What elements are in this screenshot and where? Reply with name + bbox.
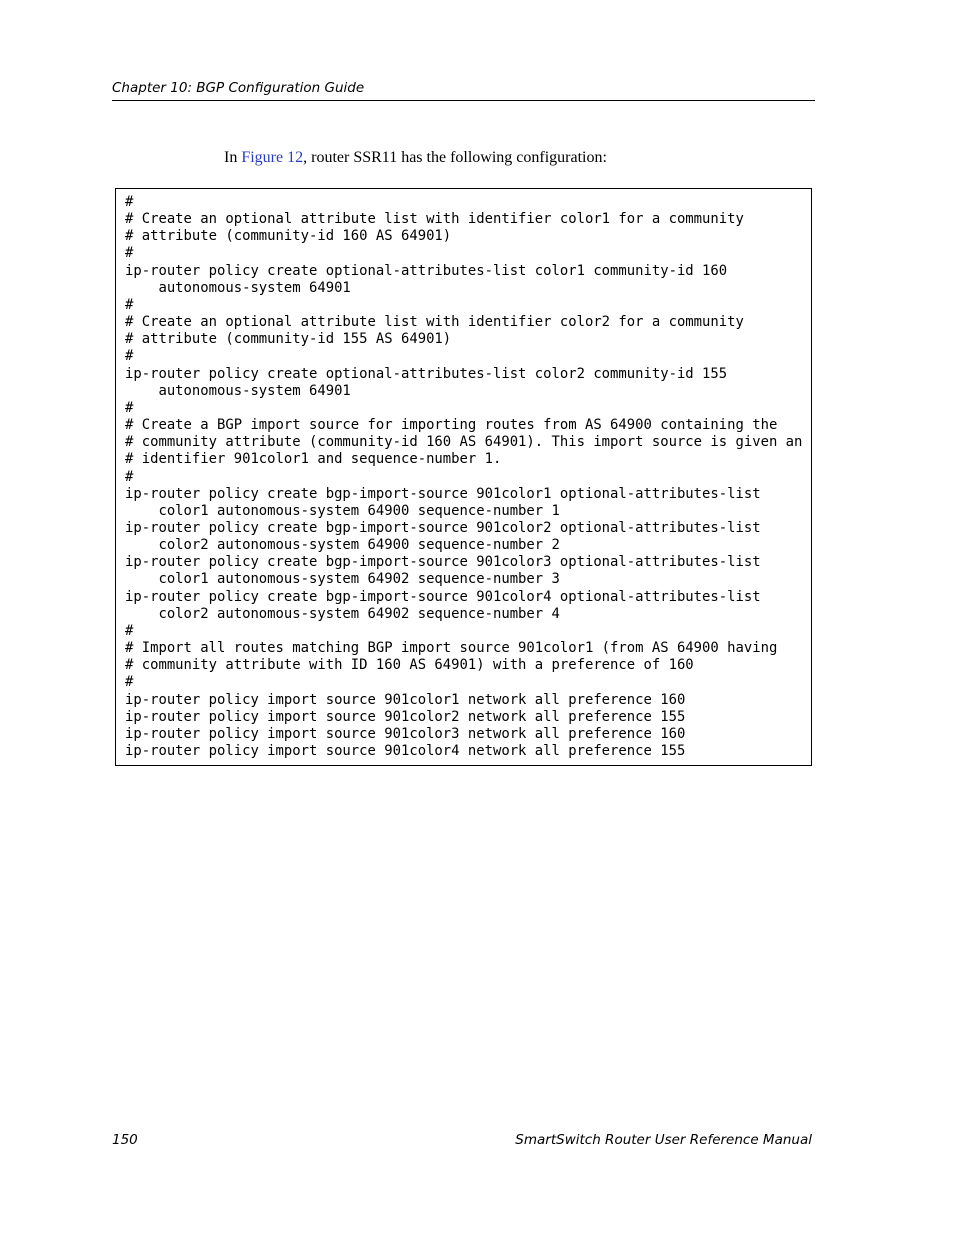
code-line: color1 autonomous-system 64900 sequence-number 1 — [125, 502, 560, 519]
code-line: # — [125, 348, 134, 365]
code-line: ip-router policy create bgp-import-source 901color3 optional-attributes-list — [125, 554, 761, 571]
code-line: ip-router policy create optional-attributes-list color1 community-id 160 — [125, 262, 728, 279]
code-line: ip-router policy import source 901color4 network all preference 155 — [125, 743, 686, 759]
code-line: autonomous-system 64901 — [125, 279, 351, 296]
code-line: # community attribute with ID 160 AS 64901) with a preference of 160 — [125, 657, 694, 674]
code-line: ip-router policy create optional-attributes-list color2 community-id 155 — [125, 365, 728, 382]
code-line: # — [125, 674, 134, 691]
code-line: # — [125, 622, 134, 639]
code-line: ip-router policy create bgp-import-source 901color2 optional-attributes-list — [125, 519, 761, 536]
code-line: # — [125, 399, 134, 416]
intro-suffix: , router SSR11 has the following configuration: — [303, 149, 607, 166]
code-line: color1 autonomous-system 64902 sequence-number 3 — [125, 571, 560, 588]
code-line: ip-router policy import source 901color3 network all preference 160 — [125, 725, 686, 742]
code-line: ip-router policy import source 901color2 network all preference 155 — [125, 708, 686, 725]
intro-paragraph — [224, 149, 607, 167]
chapter-title: Chapter 10: BGP Configuration Guide — [112, 80, 365, 96]
code-line: # attribute (community-id 160 AS 64901) — [125, 228, 452, 245]
page-number: 150 — [112, 1132, 138, 1148]
code-line: # — [125, 194, 134, 210]
code-line: # Create an optional attribute list with identifier color1 for a community — [125, 211, 744, 228]
code-line: # — [125, 468, 134, 485]
code-listing-box — [115, 188, 812, 766]
code-line: autonomous-system 64901 — [125, 382, 351, 399]
manual-title: SmartSwitch Router User Reference Manual — [515, 1132, 812, 1148]
code-line: # attribute (community-id 155 AS 64901) — [125, 331, 452, 348]
page-header — [112, 78, 815, 101]
figure-link[interactable]: Figure 12 — [241, 149, 304, 166]
code-line: color2 autonomous-system 64900 sequence-number 2 — [125, 537, 560, 554]
intro-prefix: In — [224, 149, 242, 166]
code-line: # Create an optional attribute list with identifier color2 for a community — [125, 314, 744, 331]
code-line: # community attribute (community-id 160 AS 64901). This import source is given an — [125, 434, 803, 451]
code-line: # Import all routes matching BGP import source 901color1 (from AS 64900 having — [125, 640, 778, 657]
code-line: # — [125, 245, 134, 262]
code-line: ip-router policy create bgp-import-source 901color1 optional-attributes-list — [125, 485, 761, 502]
code-line: ip-router policy import source 901color1 network all preference 160 — [125, 691, 686, 708]
code-line: # — [125, 296, 134, 313]
code-line: # identifier 901color1 and sequence-number 1. — [125, 451, 502, 468]
code-line: # Create a BGP import source for importing routes from AS 64900 containing the — [125, 417, 778, 434]
code-line: ip-router policy create bgp-import-source 901color4 optional-attributes-list — [125, 588, 761, 605]
code-listing — [125, 194, 802, 760]
code-line: color2 autonomous-system 64902 sequence-number 4 — [125, 605, 560, 622]
